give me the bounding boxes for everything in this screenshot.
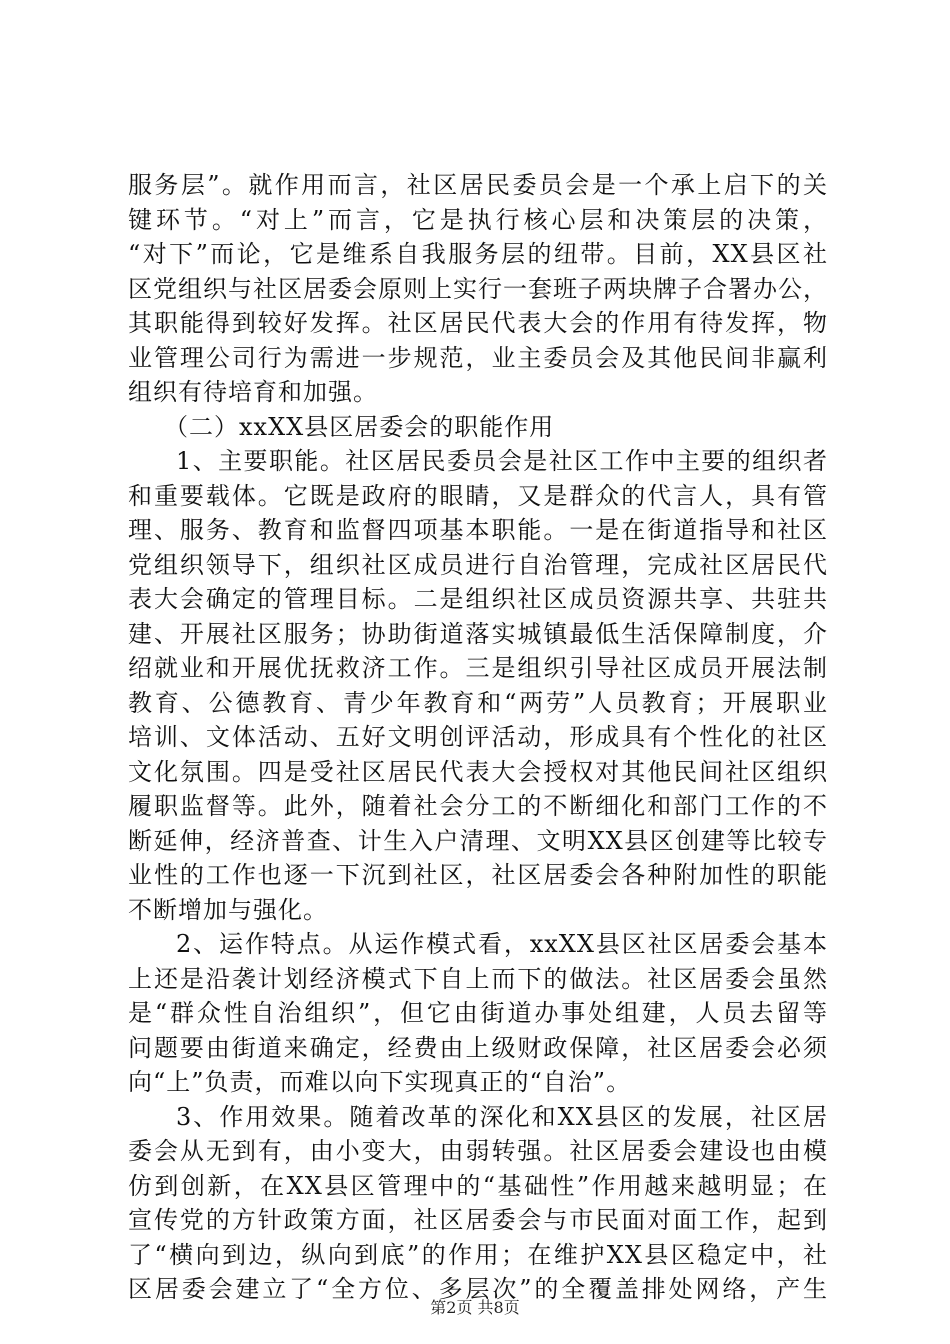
text-line: 宣传党的方针政策方面，社区居委会与市民面对面工作，起到 [128,1206,828,1234]
text-line: 绍就业和开展优抚救济工作。三是组织引导社区成员开展法制 [128,654,828,682]
text-line: 履职监督等。此外，随着社会分工的不断细化和部门工作的不 [128,792,828,820]
body-text [128,168,828,1307]
text-line: 业管理公司行为需进一步规范，业主委员会及其他民间非赢利 [128,343,828,372]
text-line: 业性的工作也逐一下沉到社区，社区居委会各种附加性的职能 [128,861,828,889]
text-line: 问题要由街道来确定，经费由上级财政保障，社区居委会必须 [128,1033,828,1062]
page-footer [0,1298,950,1318]
text-line: “对下”而论，它是维系自我服务层的纽带。目前，XX县区社 [128,240,828,268]
text-line: 其职能得到较好发挥。社区居民代表大会的作用有待发挥，物 [128,309,828,337]
text-line: 党组织领导下，组织社区成员进行自治管理，完成社区居民代 [128,550,828,579]
text-line: 断延伸，经济普查、计生入户清理、文明XX县区创建等比较专 [128,826,828,855]
text-line: 培训、文体活动、五好文明创评活动，形成具有个性化的社区 [128,723,828,751]
text-line: 区居委会建立了“全方位、多层次”的全覆盖排处网络，产生 [128,1275,828,1303]
text-line: 理、服务、教育和监督四项基本职能。一是在街道指导和社区 [128,516,828,544]
text-line: 建、开展社区服务；协助街道落实城镇最低生活保障制度，介 [128,619,828,648]
text-line: 是“群众性自治组织”，但它由街道办事处组建，人员去留等 [128,999,828,1027]
text-line: 文化氛围。四是受社区居民代表大会授权对其他民间社区组织 [128,757,828,786]
text-line: 键环节。“对上”而言，它是执行核心层和决策层的决策， [128,205,828,234]
text-line: 表大会确定的管理目标。二是组织社区成员资源共享、共驻共 [128,585,828,613]
text-line: 委会从无到有，由小变大，由弱转强。社区居委会建设也由模 [128,1137,828,1165]
text-line: 和重要载体。它既是政府的眼睛，又是群众的代言人，具有管 [128,481,828,510]
text-line: 1、主要职能。社区居民委员会是社区工作中主要的组织者 [176,447,828,475]
page-number: 第2页 共8页 [430,1298,520,1317]
text-line: 服务层”。就作用而言，社区居民委员会是一个承上启下的关 [128,171,828,199]
text-line: 区党组织与社区居委会原则上实行一套班子两块牌子合署办公， [128,274,828,303]
text-line: 2、运作特点。从运作模式看，xxXX县区社区居委会基本 [176,930,828,958]
text-line: 上还是沿袭计划经济模式下自上而下的做法。社区居委会虽然 [128,964,828,993]
text-line: 3、作用效果。随着改革的深化和XX县区的发展，社区居 [176,1102,828,1131]
text-line: 组织有待培育和加强。 [128,378,378,406]
text-line: 不断增加与强化。 [128,895,328,924]
section-heading: （二）xxXX县区居委会的职能作用 [164,412,555,441]
text-line: 向“上”负责，而难以向下实现真正的“自治”。 [128,1068,632,1096]
text-line: 了“横向到边，纵向到底”的作用；在维护XX县区稳定中，社 [128,1240,828,1269]
text-line: 教育、公德教育、青少年教育和“两劳”人员教育；开展职业 [128,688,828,717]
text-line: 仿到创新，在XX县区管理中的“基础性”作用越来越明显；在 [128,1171,828,1200]
